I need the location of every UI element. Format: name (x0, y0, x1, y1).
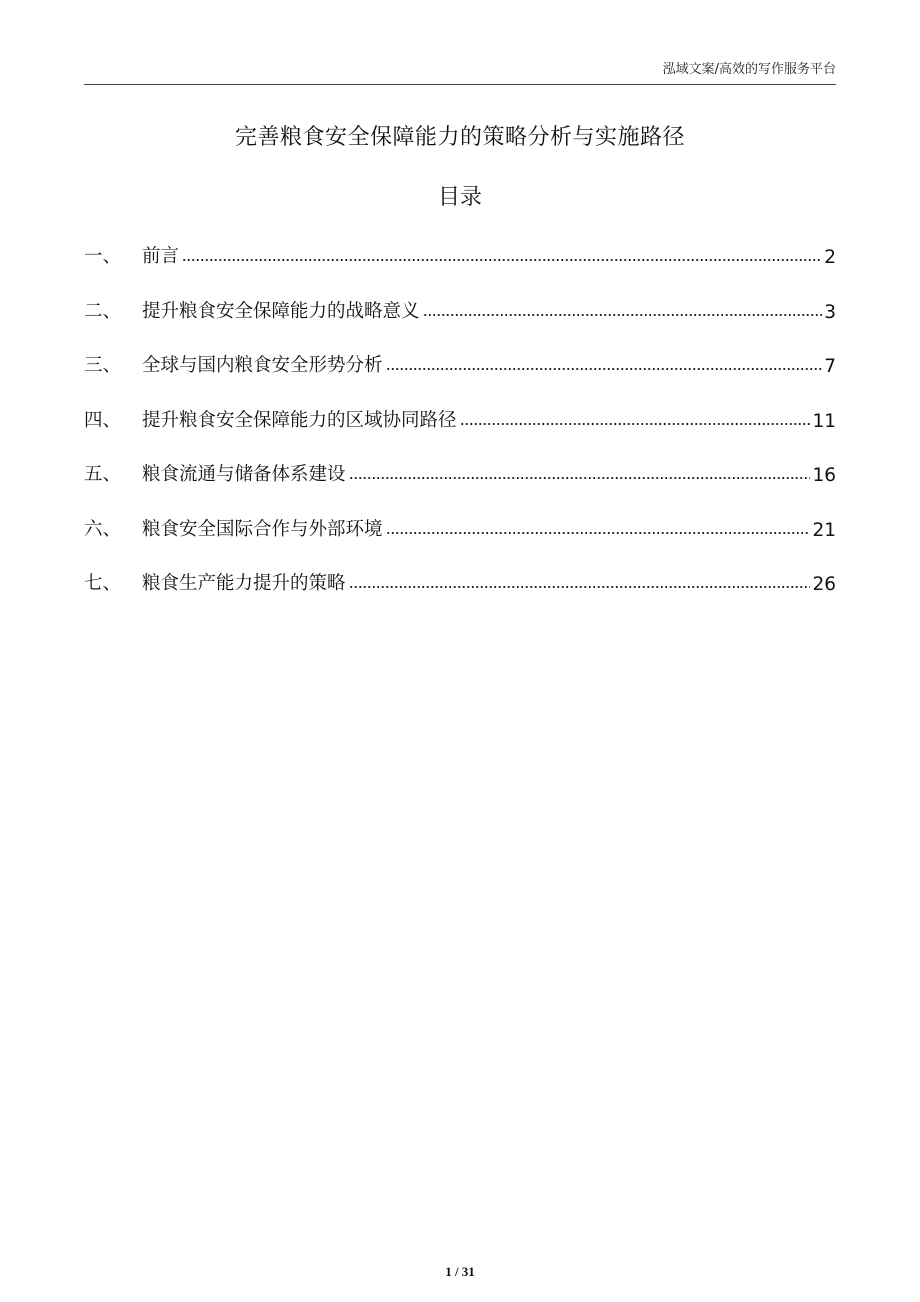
toc-entry-label: 粮食安全国际合作与外部环境 (142, 518, 383, 540)
toc-entry-label: 提升粮食安全保障能力的区域协同路径 (142, 409, 457, 431)
toc-entry-number: 五、 (84, 464, 122, 485)
table-of-contents (84, 236, 836, 618)
toc-dot-leader (349, 585, 811, 589)
toc-entry-preface[interactable] (84, 236, 836, 268)
toc-entry-number: 六、 (84, 518, 122, 540)
toc-entry-label: 粮食流通与储备体系建设 (142, 464, 346, 485)
toc-dot-leader (460, 422, 811, 426)
toc-entry-label: 全球与国内粮食安全形势分析 (142, 355, 383, 376)
toc-dot-leader (386, 531, 811, 535)
toc-entry-number: 一、 (84, 246, 122, 267)
toc-dot-leader (182, 258, 822, 262)
page-number-footer: 1 / 31 (445, 1264, 475, 1279)
toc-dot-leader (349, 476, 811, 480)
toc-dot-leader (386, 367, 823, 371)
toc-entry-page: 7 (824, 356, 836, 377)
toc-entry-circulation-reserves[interactable] (84, 454, 836, 486)
toc-entry-page: 21 (812, 519, 836, 541)
toc-entry-international-cooperation[interactable] (84, 509, 836, 541)
toc-entry-page: 11 (812, 410, 836, 432)
toc-heading: 目录 (437, 185, 482, 210)
toc-entry-production-capacity[interactable] (84, 563, 836, 595)
toc-entry-page: 26 (812, 574, 836, 595)
header-text: 泓域文案/高效的写作服务平台 (662, 62, 836, 77)
toc-entry-label: 前言 (142, 246, 180, 267)
document-title: 完善粮食安全保障能力的策略分析与实施路径 (234, 125, 685, 150)
toc-entry-number: 七、 (84, 573, 122, 594)
toc-entry-number: 二、 (84, 300, 122, 322)
toc-entry-page: 16 (812, 465, 836, 486)
toc-entry-number: 三、 (84, 355, 122, 376)
toc-entry-strategic-significance[interactable] (84, 291, 836, 323)
toc-entry-situation-analysis[interactable] (84, 345, 836, 377)
toc-dot-leader (423, 313, 823, 317)
toc-entry-number: 四、 (84, 409, 122, 431)
toc-entry-regional-coordination[interactable] (84, 400, 836, 432)
header-divider (84, 84, 836, 85)
toc-entry-page: 2 (824, 247, 836, 268)
toc-entry-page: 3 (824, 301, 836, 323)
toc-entry-label: 提升粮食安全保障能力的战略意义 (142, 300, 420, 322)
toc-entry-label: 粮食生产能力提升的策略 (142, 573, 346, 594)
